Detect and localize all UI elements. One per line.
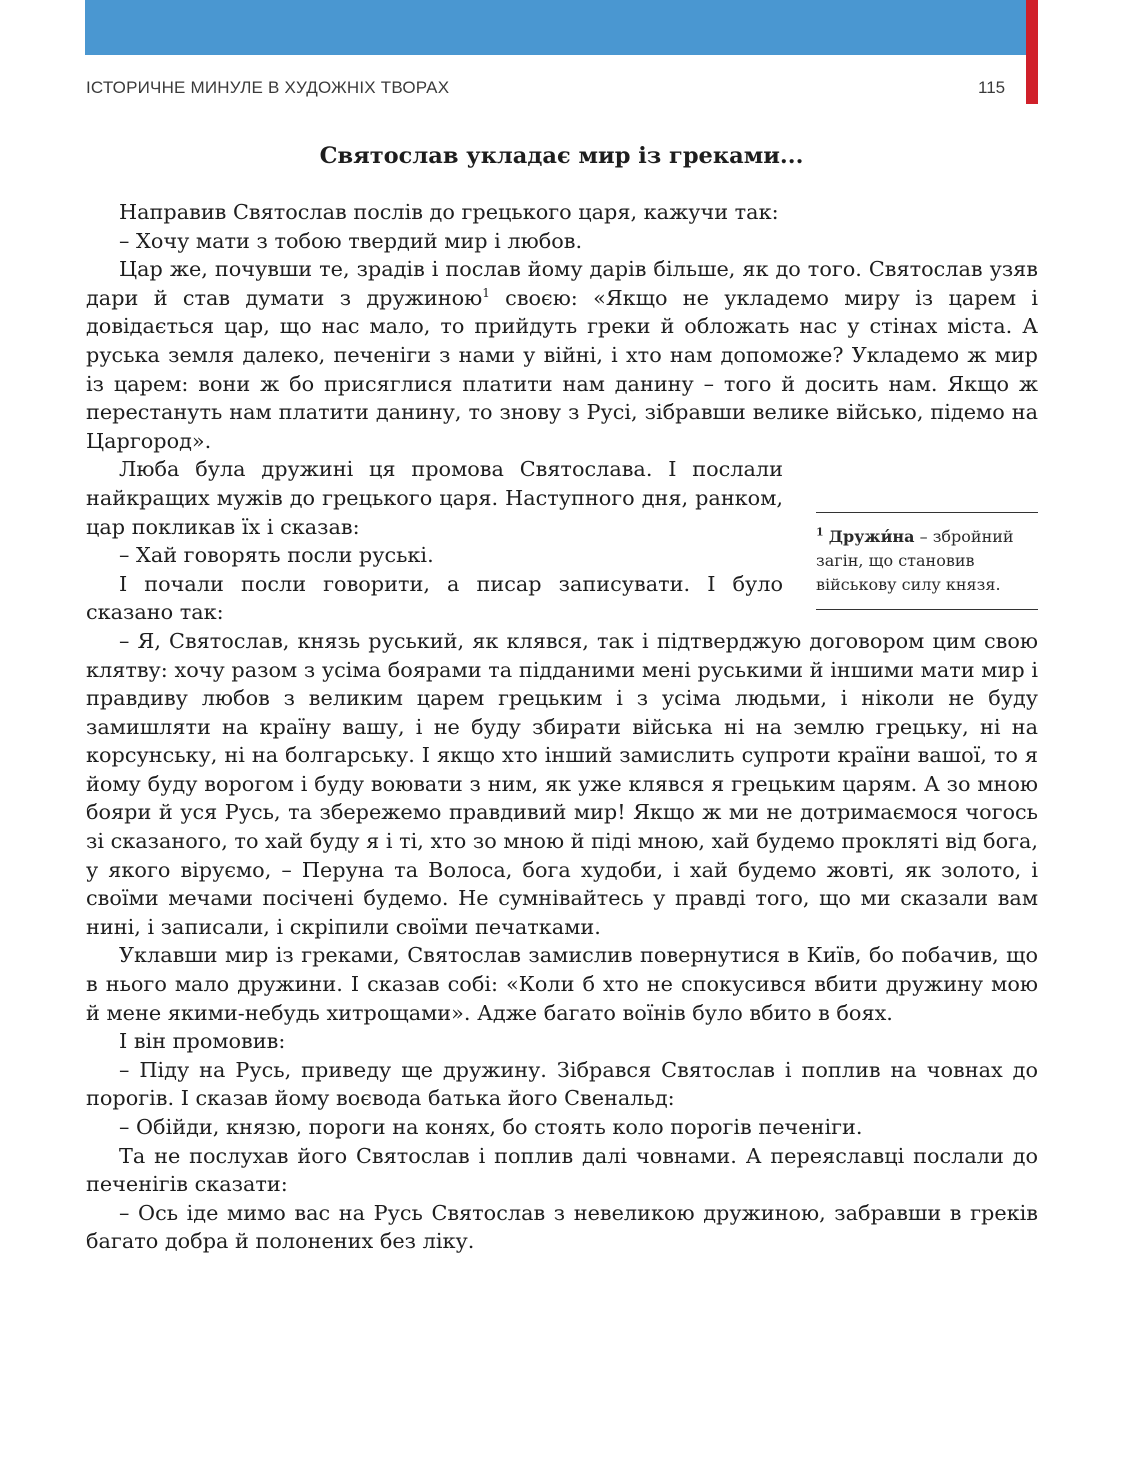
chapter-tab	[1026, 0, 1038, 104]
paragraph: – Піду на Русь, приведу ще дружину. Зібрався Святослав і поплив на човнах до порогів. І сказав йому воєвода батька його Свенальд:	[86, 1057, 1038, 1111]
paragraph: – Хочу мати з тобою твердий мир і любов.	[119, 228, 583, 253]
paragraph: – Ось іде мимо вас на Русь Святослав з невеликою дружиною, забравши в греків багато добра й полонених без ліку.	[86, 1200, 1038, 1254]
paragraph: І він промовив:	[119, 1029, 286, 1054]
footnote-box	[816, 512, 1038, 610]
paragraph: І почали посли говорити, а писар записувати. І було сказано так:	[86, 571, 783, 625]
page-number: 115	[978, 78, 1006, 97]
paragraph: – Я, Святослав, князь руський, як клявся, так і підтверджую договором цим свою клятву: хочу разом з усіма боярами та підданими мені руськими й іншими мати мир і правдиву любов з великим царем грецьким і з усіма людьми, і ніколи не буду замишляти на країну вашу, і не буду збирати війська ні на землю грецьку, ні на корсунську, ні на болгарську. І якщо хто інший замислить супроти країни вашої, то я йому буду ворогом і буду воювати з ним, як уже клявся я грецьким царям. А зо мною бояри й уся Русь, та збережемо правдивий мир! Якщо ж ми не дотримаємося чогось зі сказаного, то хай буду я і ті, хто зо мною й піді мною, хай будемо прокляті від бога, у якого віруємо, – Перуна та Волоса, бога худоби, і хай будемо жовті, як золото, і своїми мечами посічені будемо. Не сумнівайтесь у правді того, що ми сказали вам нині, і записали, і скріпили своїми печатками.	[86, 628, 1038, 939]
running-title: ІСТОРИЧНЕ МИНУЛЕ В ХУДОЖНІХ ТВОРАХ	[86, 78, 450, 97]
paragraph-text: Цар же, почувши те, зрадів і послав йому дарів більше, як до того. Святослав узяв дари й став думати з дружиною	[86, 257, 1038, 310]
paragraph-text: своєю: «Якщо не укладемо миру із царем і довідається цар, що нас мало, то прийдуть греки й обложать нас у стінах міста. А руська земля далеко, печеніги з нами у війні, і хто нам допоможе? Укладемо ж мир із царем: вони ж бо присяглися платити нам данину – того й досить нам. Якщо ж перестануть нам платити данину, то знову з Русі, зібравши велике військо, підемо на Царгород».	[86, 285, 1038, 453]
footnote-number: 1	[816, 525, 824, 539]
footnote-marker: 1	[482, 285, 490, 300]
paragraph: Уклавши мир із греками, Святослав замислив повернутися в Київ, бо побачив, що в нього мало дружини. І сказав собі: «Коли б хто не спокусився вбити дружину мою й мене якими-небудь хитрощами». Адже багато воїнів було вбито в боях.	[86, 943, 1038, 1025]
footnote-term: Дружи́на	[828, 527, 915, 546]
paragraph: Направив Святослав послів до грецького царя, кажучи так:	[119, 200, 779, 224]
paragraph	[86, 255, 1038, 455]
paragraph: Та не послухав його Святослав і поплив далі човнами. А переяславці послали до печенігів сказати:	[86, 1143, 1038, 1197]
header-band	[85, 0, 1026, 55]
body-text	[86, 198, 1038, 1256]
paragraph: Люба була дружині ця промова Святослава. І послали найкращих мужів до грецького царя. Наступного дня, ранком, цар покликав їх і сказав:	[86, 457, 783, 539]
paragraph: – Хай говорять посли руські.	[119, 543, 434, 568]
footnote-definition: – збройний загін, що становив військову силу князя.	[816, 527, 1014, 594]
paragraph: – Обійди, князю, пороги на конях, бо стоять коло порогів печеніги.	[119, 1115, 863, 1139]
page-title: Святослав укладає мир із греками...	[319, 143, 804, 169]
